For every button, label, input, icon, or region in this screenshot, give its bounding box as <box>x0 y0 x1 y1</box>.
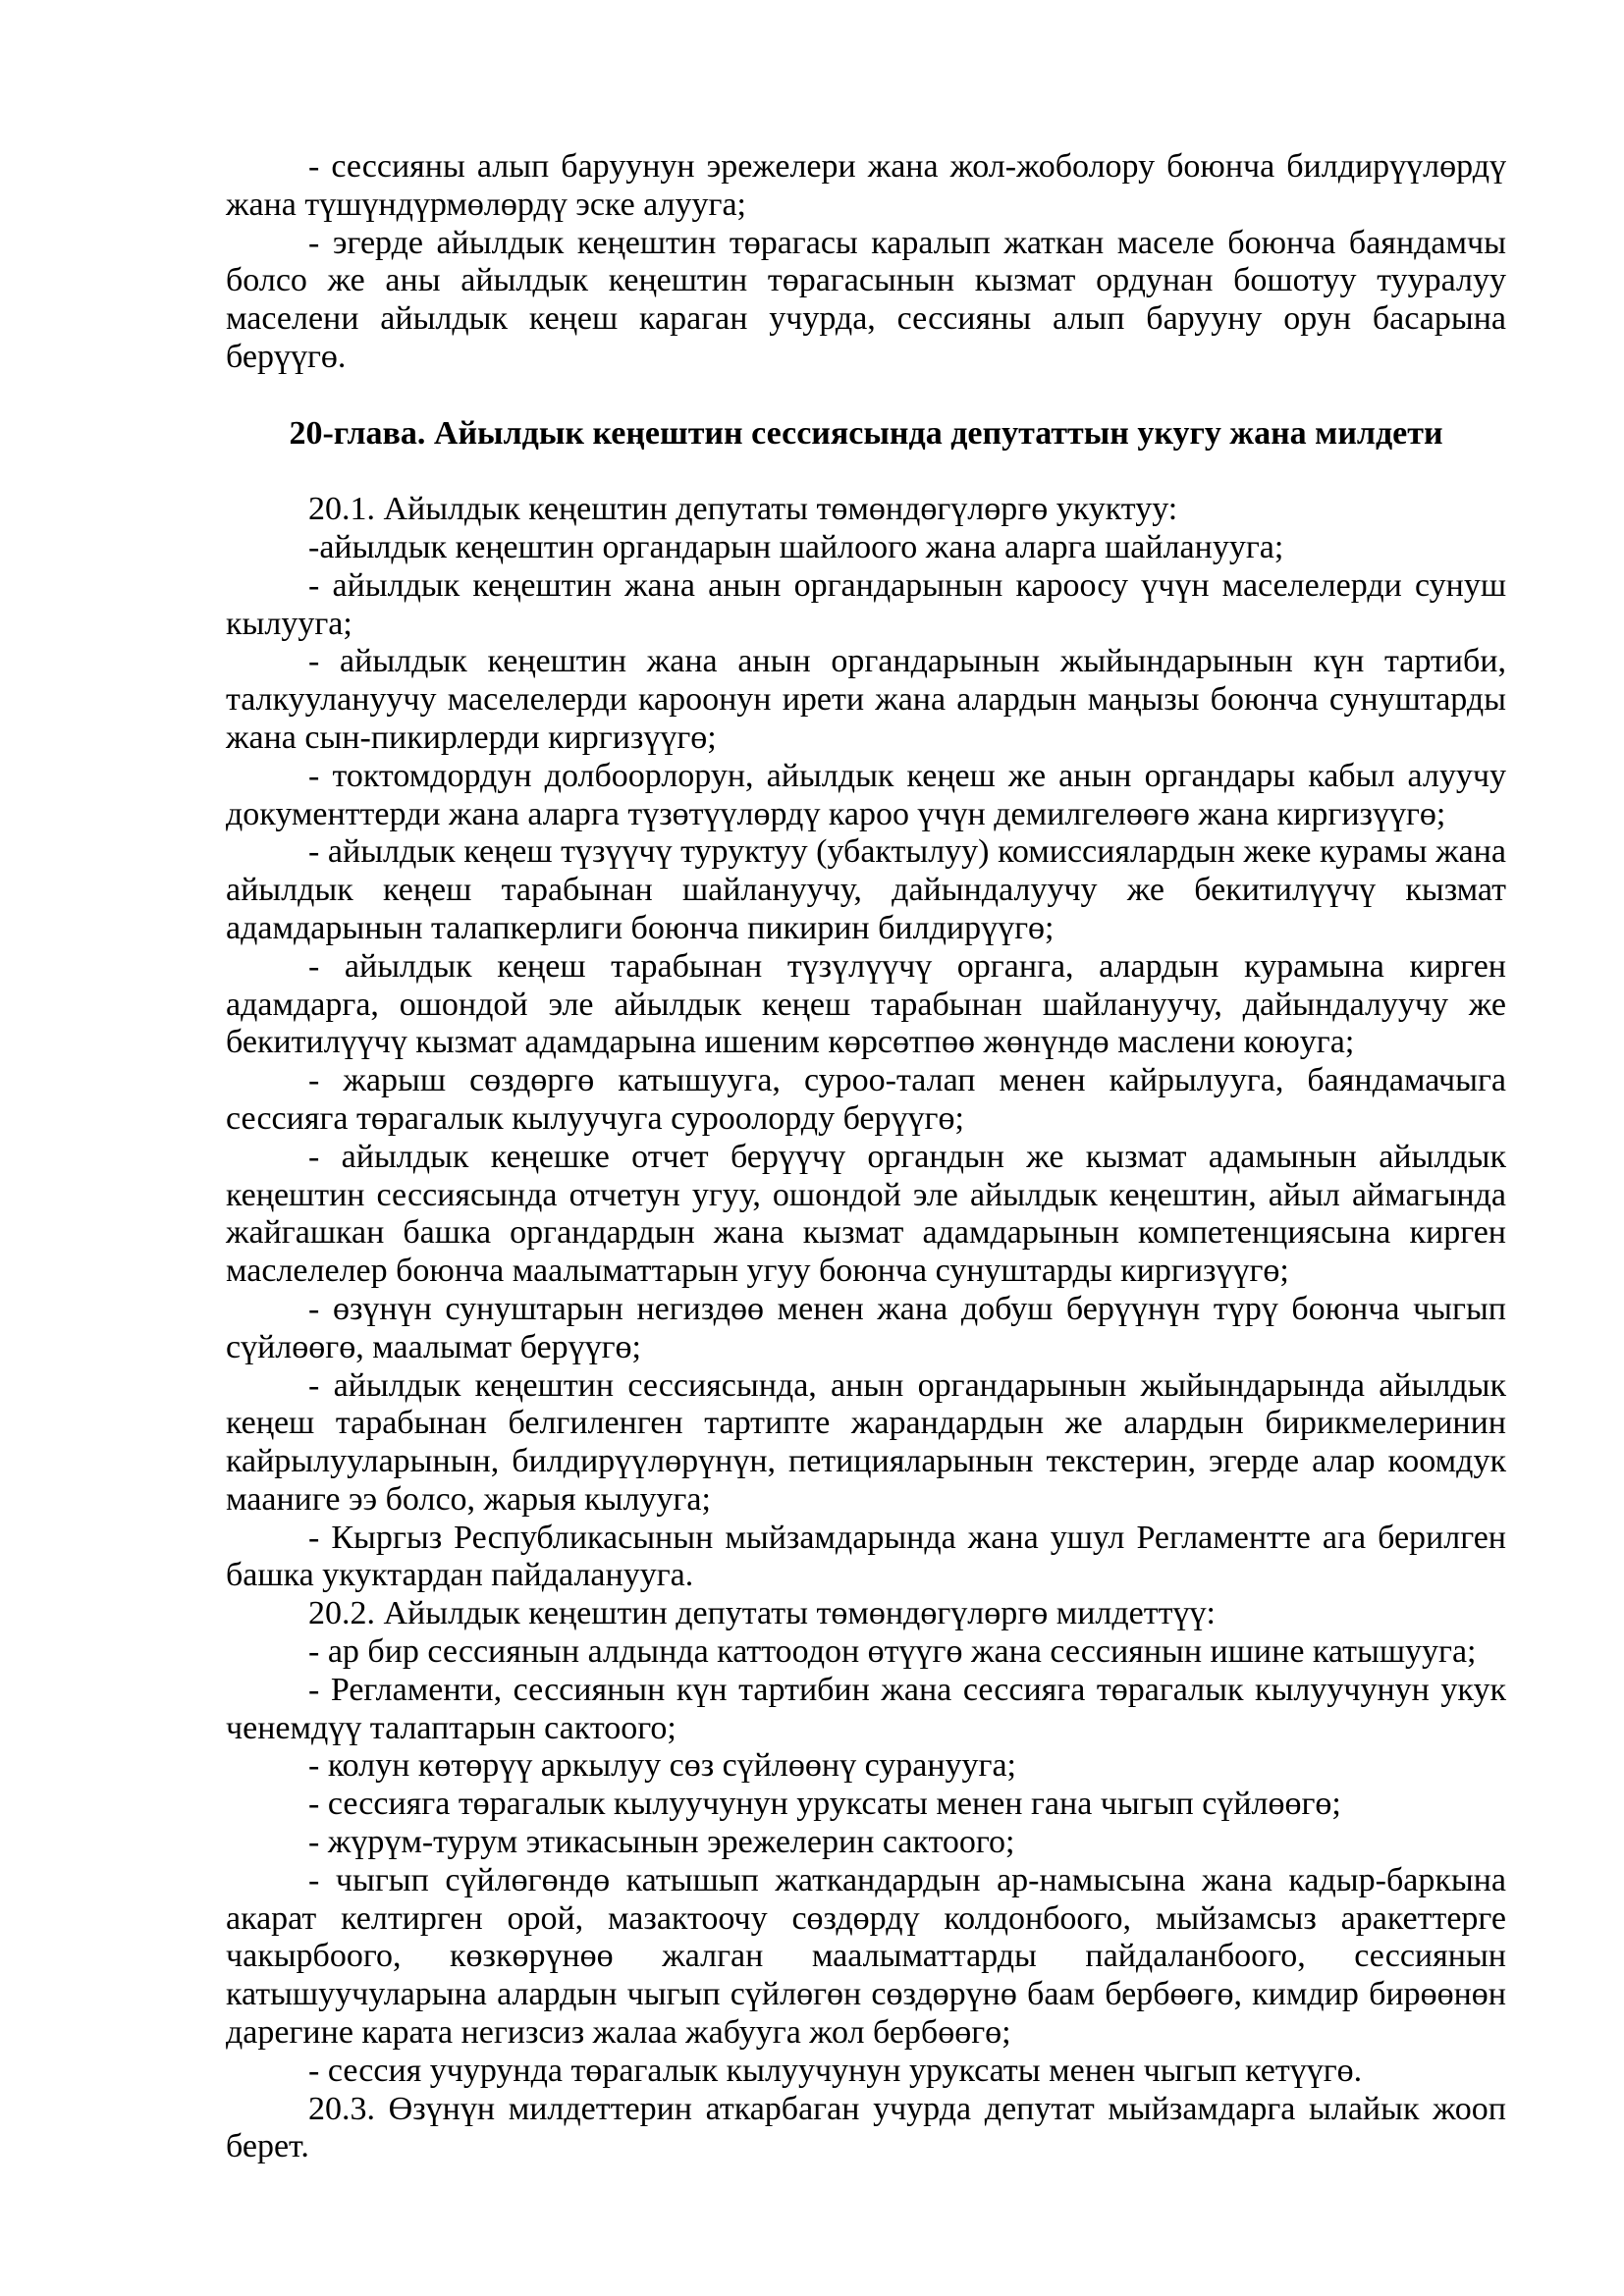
previous-chapter-item: - эгерде айылдык кеңештин төрагасы каралып жаткан маселе боюнча баяндамчы болсо же аны айылдык кеңештин төрагасынын кызмат ордунан бошотуу тууралуу маселени айылдык кеңеш караган учурда, сессияны алып барууну орун басарына берүүгө. <box>226 224 1506 375</box>
deputy-right-item: - айылдык кеңеш тарабынан түзүлүүчү органга, алардын курамына кирген адамдарга, ошондой эле айылдык кеңеш тарабынан шайлануучу, дайындалуучу же бекитилүүчү кызмат адамдарына ишеним көрсөтпөө жөнүндө маслени коюуга; <box>226 947 1506 1061</box>
deputy-duty-item: - чыгып сүйлөгөндө катышып жаткандардын ар-намысына жана кадыр-баркына акарат келтирген орой, мазактоочу сөздөрдү колдонбоого, мыйзамсыз аракеттерге чакырбоого, көзкөрүнөө жалган маалыматтарды пайдаланбоого, сессиянын катышуучуларына алардын чыгып сүйлөгөн сөздөрүнө баам бербөөгө, кимдир бирөөнөн дарегине карата негизсиз жалаа жабууга жол бербөөгө; <box>226 1861 1506 2052</box>
deputy-duty-item: - сессияга төрагалык кылуучунун уруксаты менен гана чыгып сүйлөөгө; <box>308 1786 1341 1823</box>
deputy-duty-item: - сессия учурунда төрагалык кылуучунун уруксаты менен чыгып кетүүгө. <box>308 2052 1363 2089</box>
clause-20-2-intro: 20.2. Айылдык кеңештин депутаты төмөндөгүлөргө милдеттүү: <box>308 1595 1216 1632</box>
deputy-duty-item: - Регламенти, сессиянын күн тартибин жана сессияга төрагалык кылуучунун укук ченемдүү талаптарын сактоого; <box>226 1671 1506 1746</box>
deputy-right-item: - айылдык кеңештин сессиясында, анын органдарынын жыйындарында айылдык кеңеш тарабынан белгиленген тартипте жарандардын же алардын бирикмелеринин кайрылууларынын, билдирүүлөрүнүн, петицияларынын текстерин, эгерде алар коомдук мааниге ээ болсо, жарыя кылууга; <box>226 1366 1506 1518</box>
deputy-right-item: -айылдык кеңештин органдарын шайлоого жана аларга шайланууга; <box>308 528 1284 565</box>
deputy-right-item: - жарыш сөздөргө катышууга, суроо-талап менен кайрылууга, баяндамачыга сессияга төрагалык кылуучуга суроолорду берүүгө; <box>226 1062 1506 1137</box>
clause-20-3-text: 20.3. Өзүнүн милдеттерин аткарбаган учурда депутат мыйзамдарга ылайык жооп берет. <box>226 2090 1506 2165</box>
page-content <box>226 148 1506 2166</box>
deputy-right-item: - айылдык кеңештин жана анын органдарынын кароосу үчүн маселелерди сунуш кылууга; <box>226 566 1506 642</box>
deputy-duty-item: - ар бир сессиянын алдында каттоодон өтүүгө жана сессиянын ишине катышууга; <box>308 1633 1477 1671</box>
chapter-heading: 20-глава. Айылдык кеңештин сессиясында депутаттын укугу жана милдети <box>289 414 1443 452</box>
deputy-right-item: - өзүнүн сунуштарын негиздөө менен жана добуш берүүнүн түрү боюнча чыгып сүйлөөгө, маалымат берүүгө; <box>226 1290 1506 1365</box>
deputy-right-item: - токтомдордун долбоорлорун, айылдык кеңеш же анын органдары кабыл алуучу документтерди жана аларга түзөтүүлөрдү кароо үчүн демилгелөөгө жана киргизүүгө; <box>226 757 1506 832</box>
deputy-duty-item: - колун көтөрүү аркылуу сөз сүйлөөнү суранууга; <box>308 1747 1017 1785</box>
clause-20-1-intro: 20.1. Айылдык кеңештин депутаты төмөндөгүлөргө укуктуу: <box>308 491 1178 528</box>
deputy-right-item: - айылдык кеңештин жана анын органдарынын жыйындарынын күн тартиби, талкуулануучу маселелерди кароонун ирети жана алардын маңызы боюнча сунуштарды жана сын-пикирлерди киргизүүгө; <box>226 643 1506 756</box>
deputy-right-item: - айылдык кеңеш түзүүчү туруктуу (убактылуу) комиссиялардын жеке курамы жана айылдык кеңеш тарабынан шайлануучу, дайындалуучу же бекитилүүчү кызмат адамдарынын талапкерлиги боюнча пикирин билдирүүгө; <box>226 833 1506 946</box>
deputy-right-item: - Кыргыз Республикасынын мыйзамдарында жана ушул Регламентте ага берилген башка укуктардан пайдаланууга. <box>226 1519 1506 1594</box>
previous-chapter-item: - сессияны алып баруунун эрежелери жана жол-жоболору боюнча билдирүүлөрдү жана түшүндүрмөлөрдү эске алууга; <box>226 148 1506 223</box>
deputy-duty-item: - жүрүм-турум этикасынын эрежелерин сактоого; <box>308 1824 1015 1861</box>
deputy-right-item: - айылдык кеңешке отчет берүүчү органдын же кызмат адамынын айылдык кеңештин сессиясында отчетун угуу, ошондой эле айылдык кеңештин, айыл аймагында жайгашкан башка органдардын жана кызмат адамдарынын компетенциясына кирген маслелелер боюнча маалыматтарын угуу боюнча сунуштарды киргизүүгө; <box>226 1138 1506 1290</box>
